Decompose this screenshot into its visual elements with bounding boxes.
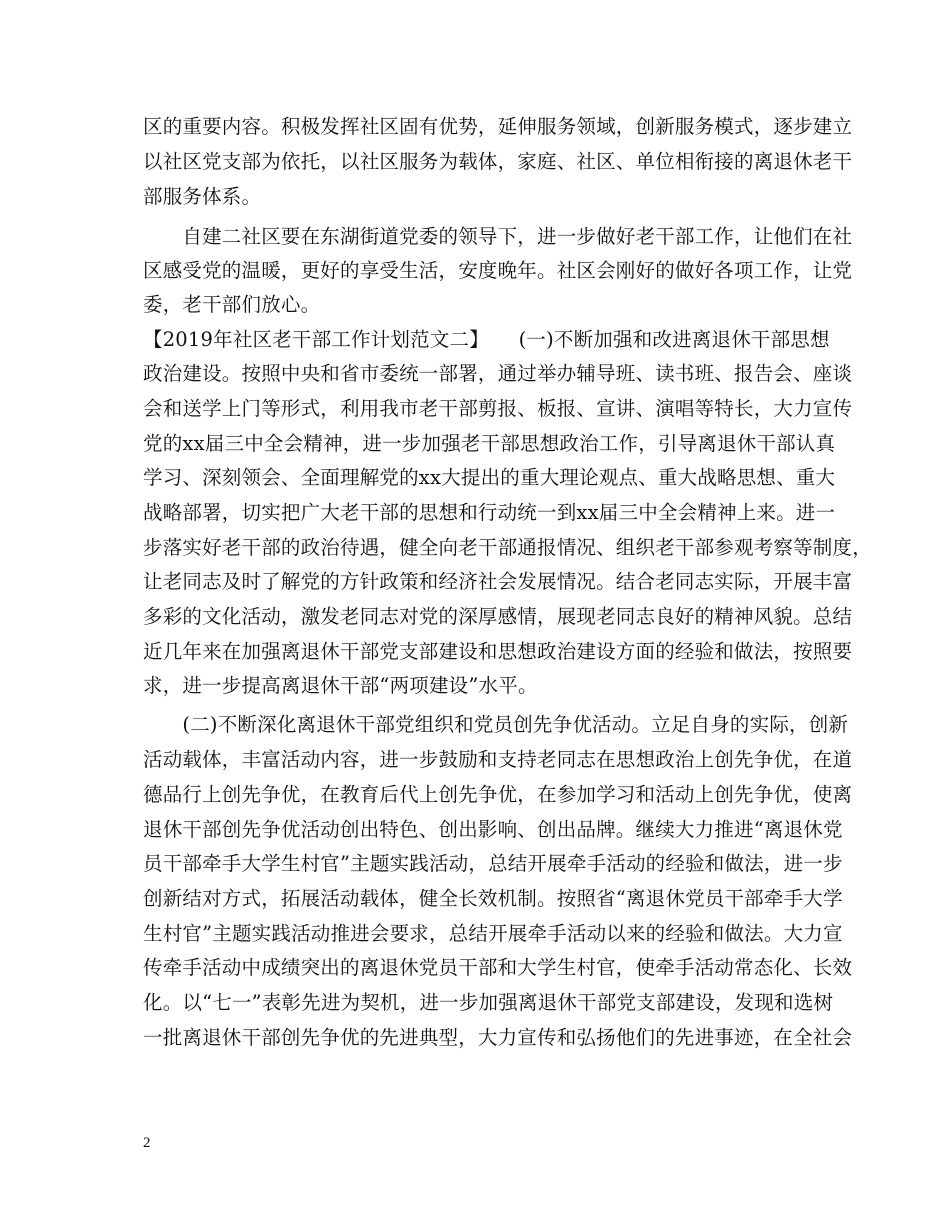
text-line: 战略部署，切实把广大老干部的思想和行动统一到xx届三中全会精神上来。进一 bbox=[143, 501, 836, 524]
text-line: 求，进一步提高离退休干部“两项建设”水平。 bbox=[143, 674, 538, 697]
text-line: 区感受党的温暖，更好的享受生活，安度晚年。社区会刚好的做好各项工作，让党 bbox=[143, 259, 853, 282]
text-line: 以社区党支部为依托，以社区服务为载体，家庭、社区、单位相衔接的离退休老干 bbox=[143, 150, 853, 173]
section-heading-line: 【2019年社区老干部工作计划范文二】 (一)不断加强和改进离退休干部思想 bbox=[143, 328, 830, 351]
text-line: 近几年来在加强离退休干部党支部建设和思想政治建设方面的经验和做法，按照要 bbox=[143, 640, 853, 663]
text-line: 传牵手活动中成绩突出的离退休党员干部和大学生村官，使牵手活动常态化、长效 bbox=[143, 956, 853, 979]
text-line: 委，老干部们放心。 bbox=[143, 293, 321, 316]
text-line: 区的重要内容。积极发挥社区固有优势，延伸服务领域，创新服务模式，逐步建立 bbox=[143, 115, 853, 138]
text-line: 政治建设。按照中央和省市委统一部署，通过举办辅导班、读书班、报告会、座谈 bbox=[143, 362, 853, 385]
text-line: 化。以“七一”表彰先进为契机，进一步加强离退休干部党支部建设，发现和选树 bbox=[143, 991, 834, 1014]
text-line: 多彩的文化活动，激发老同志对党的深厚感情，展现老同志良好的精神风貌。总结 bbox=[143, 605, 853, 628]
text-line: 退休干部创先争优活动创出特色、创出影响、创出品牌。继续大力推进“离退休党 bbox=[143, 818, 843, 841]
text-line: 自建二社区要在东湖街道党委的领导下，进一步做好老干部工作，让他们在社 bbox=[143, 225, 853, 248]
text-line: 员干部牵手大学生村官”主题实践活动，总结开展牵手活动的经验和做法，进一步 bbox=[143, 852, 843, 875]
text-line: 党的xx届三中全会精神，进一步加强老干部思想政治工作，引导离退休干部认真 bbox=[143, 432, 836, 455]
page-number: 2 bbox=[143, 1135, 151, 1151]
text-line: 德品行上创先争优，在教育后代上创先争优，在参加学习和活动上创先争优，使离 bbox=[143, 783, 853, 806]
text-line: 生村官”主题实践活动推进会要求，总结开展牵手活动以来的经验和做法。大力宣 bbox=[143, 922, 843, 945]
text-line: 活动载体，丰富活动内容，进一步鼓励和支持老同志在思想政治上创先争优，在道 bbox=[143, 748, 853, 771]
text-line: 部服务体系。 bbox=[143, 185, 262, 208]
text-line: 步落实好老干部的政治待遇，健全向老干部通报情况、组织老干部参观考察等制度， bbox=[143, 536, 872, 559]
text-line: (二)不断深化离退休干部党组织和党员创先争优活动。立足自身的实际，创新 bbox=[143, 713, 849, 736]
text-line: 创新结对方式，拓展活动载体，健全长效机制。按照省“离退休党员干部牵手大学 bbox=[143, 887, 843, 910]
text-line: 学习、深刻领会、全面理解党的xx大提出的重大理论观点、重大战略思想、重大 bbox=[143, 466, 836, 489]
text-line: 让老同志及时了解党的方针政策和经济社会发展情况。结合老同志实际，开展丰富 bbox=[143, 570, 853, 593]
text-line: 一批离退休干部创先争优的先进典型，大力宣传和弘扬他们的先进事迹，在全社会 bbox=[143, 1026, 853, 1049]
text-line: 会和送学上门等形式，利用我市老干部剪报、板报、宣讲、演唱等特长，大力宣传 bbox=[143, 397, 853, 420]
